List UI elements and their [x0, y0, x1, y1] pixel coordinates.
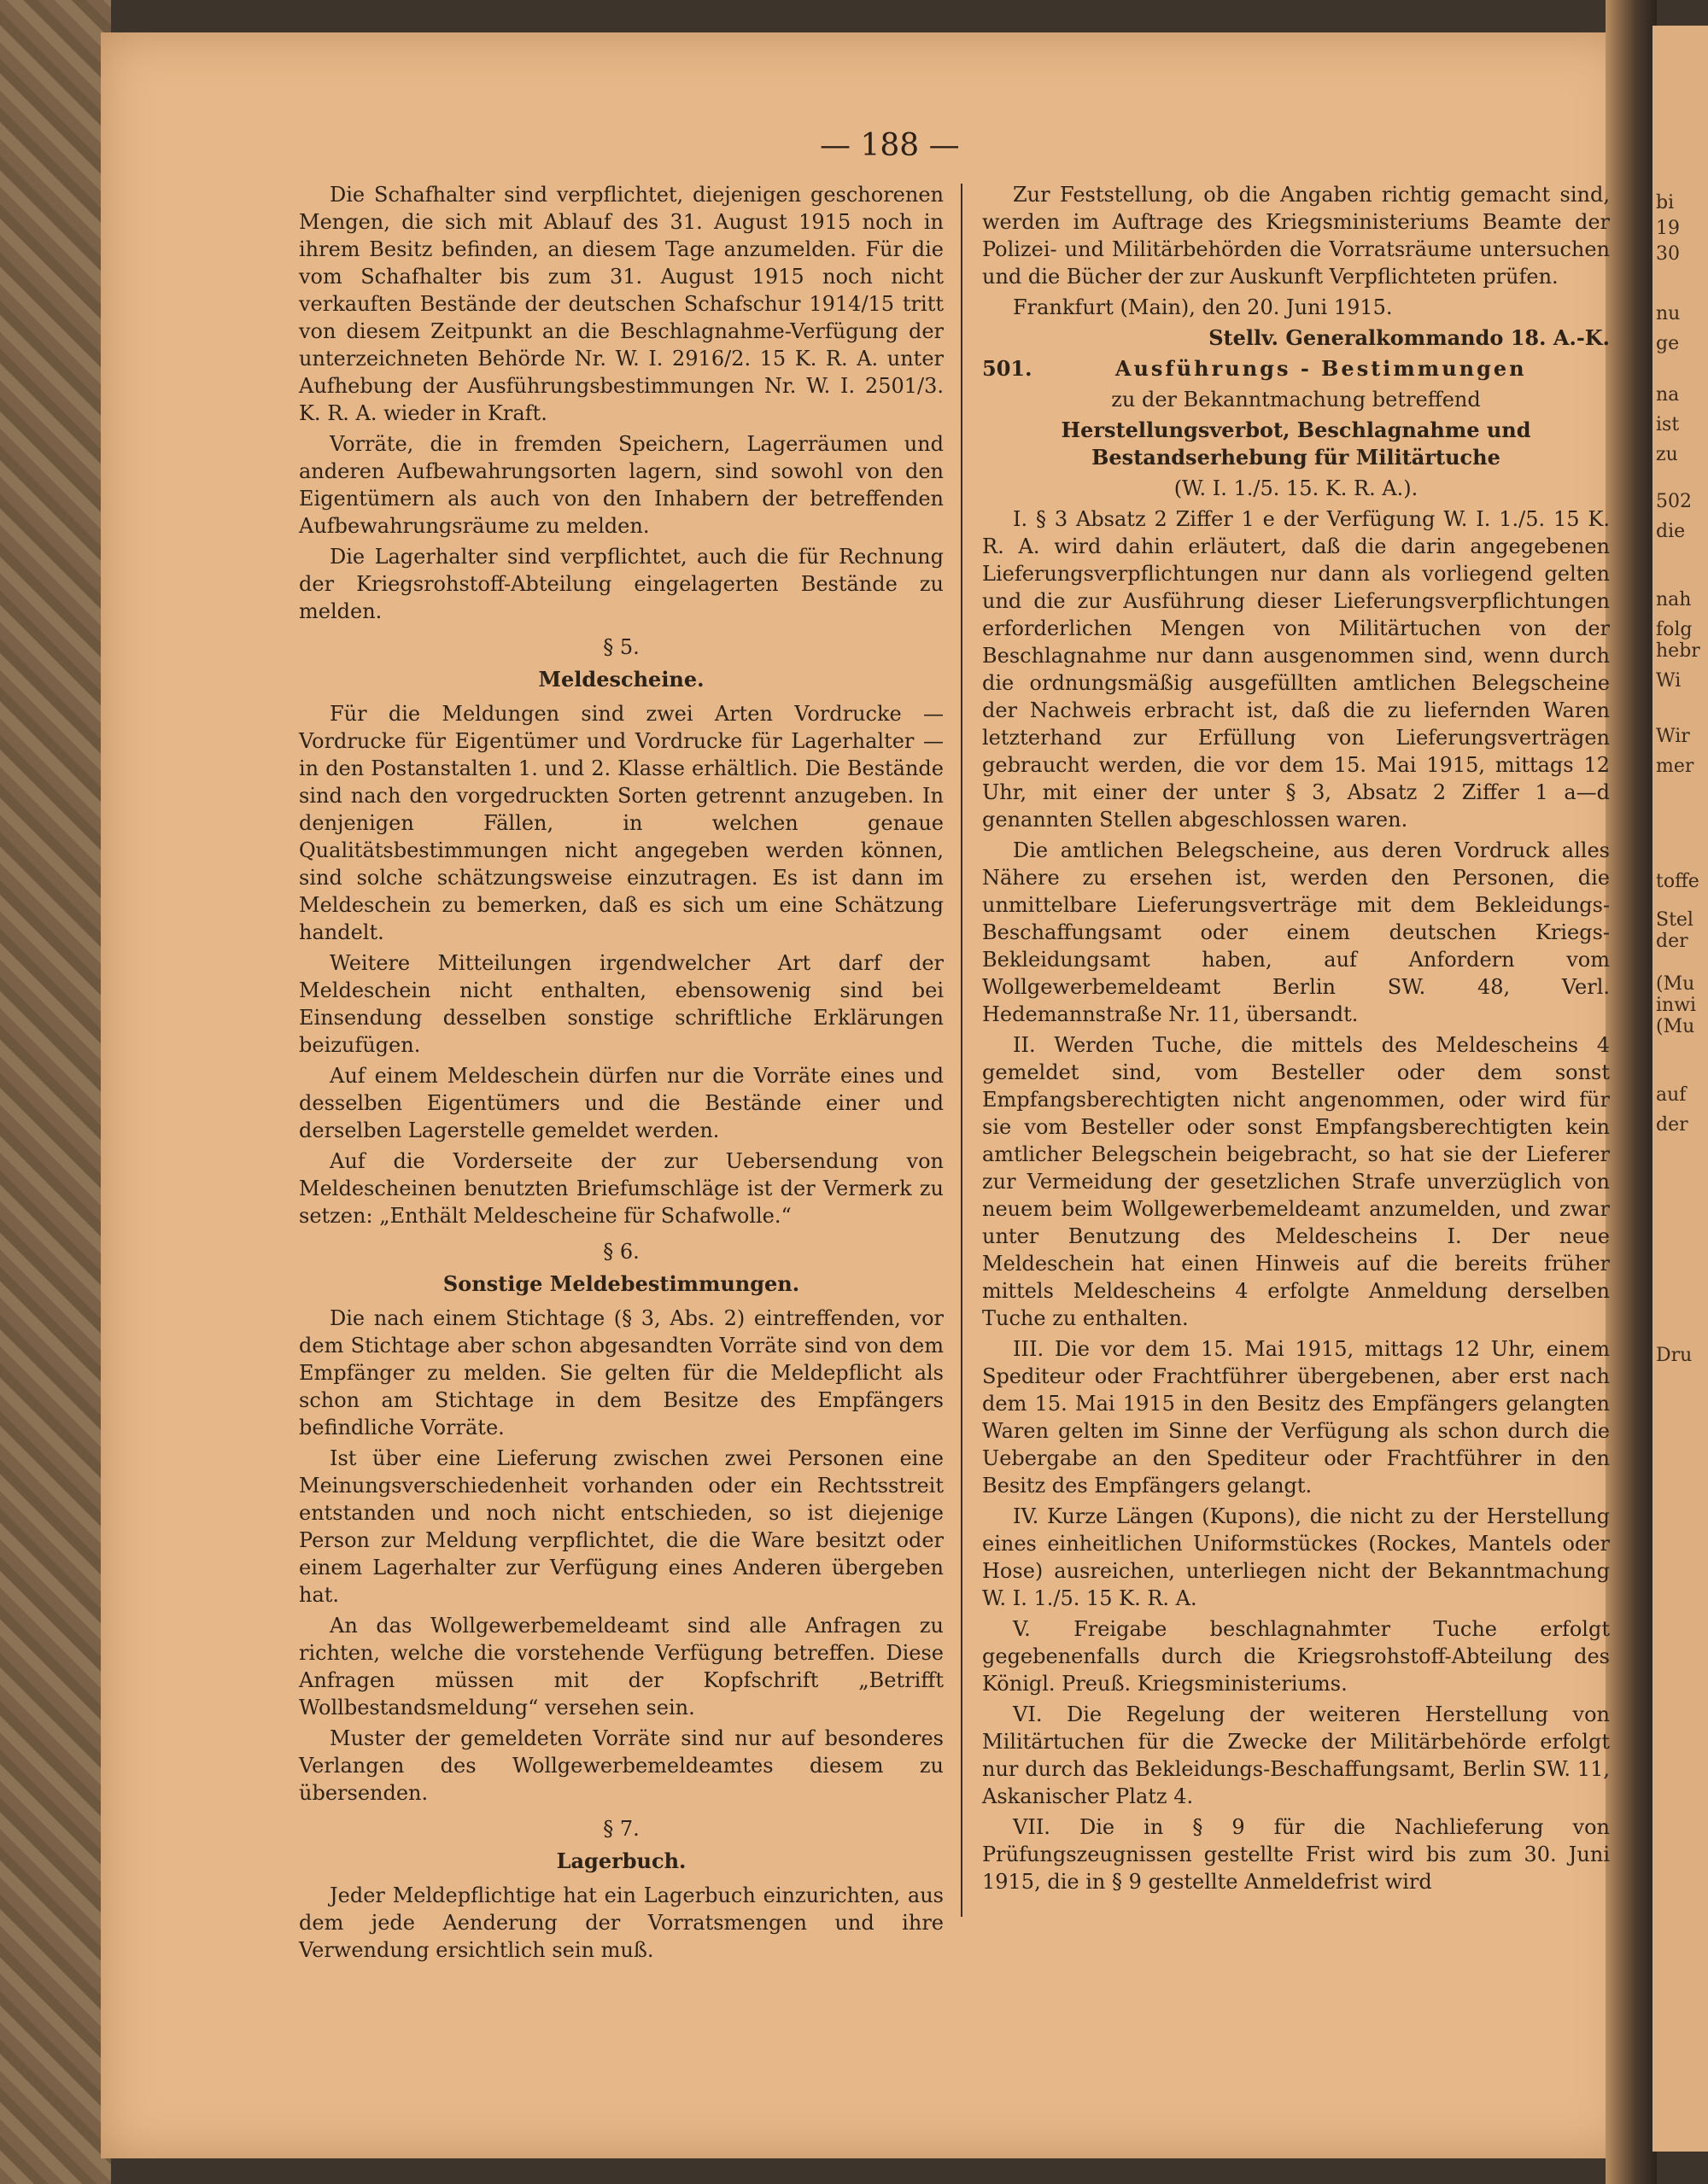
section-6-title: Sonstige Meldebestimmungen. — [442, 1271, 800, 1296]
paragraph: Zur Feststellung, ob die Angaben richtig gemacht sind, werden im Auftrage des Kriegsministeriums Beamte der Polizei- und Militärbehörden die Vorratsräume untersuchen und die Bücher der zur Auskunft Verpflichteten prüfen. — [982, 183, 1610, 289]
next-page-fragment: nu — [1656, 303, 1681, 324]
book-cover-edge — [0, 0, 111, 2184]
paragraph: Vorräte, die in fremden Speichern, Lagerräumen und anderen Aufbewahrungsorten lagern, sind sowohl von den Eigentümern als auch von den Inhabern der betreffenden Aufbewahrungsräume zu melden. — [299, 432, 944, 538]
next-page-fragment: Stel — [1656, 909, 1693, 931]
section-7-paragraphs — [299, 1882, 944, 1964]
next-page-fragment: 19 — [1656, 218, 1680, 239]
next-page-fragment: (Mu — [1656, 1016, 1695, 1037]
paragraph: An das Wollgewerbemeldeamt sind alle Anfragen zu richten, welche die vorstehende Verfügung betreffen. Diese Anfragen müssen mit der Kopfschrift „Betrifft Wollbestandsmeldung“ versehen sein. — [299, 1614, 944, 1720]
notice-heading-line — [982, 355, 1610, 382]
right-intro-paragraphs — [982, 181, 1610, 290]
paragraph: VII. Die in § 9 für die Nachlieferung von Prüfungszeugnissen gestellte Frist wird bis zum 30. Juni 1915, die in § 9 gestellte Anmeldefrist wird — [982, 1815, 1610, 1894]
paragraph: IV. Kurze Längen (Kupons), die nicht zu der Herstellung eines einheitlichen Uniformstückes (Rockes, Mantels oder Hose) ausreichen, unterliegen nicht der Bekanntmachung W. I. 1./5. 15 K. R. A. — [982, 1504, 1610, 1610]
next-page-fragment: der — [1656, 931, 1688, 952]
paragraph: II. Werden Tuche, die mittels des Meldescheins 4 gemeldet sind, vom Besteller oder dem sonst Empfangsberechtigten nicht angenommen, oder wird für sie vom Besteller oder sonst Empfangsberechtigten kein amtlicher Belegschein beigebracht, so hat sie der Lieferer zur Vermeidung der gesetzlichen Strafe unverzüglich von neuem beim Wollgewerbemeldeamt anzumelden, und zwar unter Benutzung des Meldescheins I. Der neue Meldeschein hat einen Hinweis auf die bereits früher mittels Meldescheins 4 erfolgte Anmeldung derselben Tuche zu enthalten. — [982, 1033, 1610, 1330]
paragraph: Muster der gemeldeten Vorräte sind nur auf besonderes Verlangen des Wollgewerbemeldeamtes diesem zu übersenden. — [299, 1726, 944, 1805]
next-page-fragment: auf — [1656, 1084, 1687, 1106]
next-page-fragment: inwi — [1656, 995, 1697, 1016]
dateline: Frankfurt (Main), den 20. Juni 1915. — [1013, 295, 1393, 319]
next-page-fragment: na — [1656, 384, 1680, 406]
next-page-fragment: 30 — [1656, 243, 1680, 265]
next-page-fragment: (Mu — [1656, 973, 1695, 995]
next-page-fragment: ist — [1656, 414, 1680, 435]
section-6-paragraphs — [299, 1305, 944, 1807]
section-7-number: § 7. — [603, 1817, 640, 1841]
next-page-fragment: folg — [1656, 619, 1693, 640]
paragraph: I. § 3 Absatz 2 Ziffer 1 e der Verfügung W. I. 1./5. 15 K. R. A. wird dahin erläutert, daß die darin angegebenen Lieferungsverpflichtungen nur dann als vorliegend gelten und die zur Ausführung dieser Lieferungsverpflichtungen erforderlichen Mengen von Militärtuchen von der Beschlagnahme nur dann ausgenommen sind, wenn durch die ordnungsmäßig ausgefüllten amtlichen Belegscheine der Nachweis erbracht ist, daß die zu liefernden Waren letzterhand zur Erfüllung von Lieferungsverträgen gebraucht werden, die vor dem 15. Mai 1915, mittags 12 Uhr, mit einer der unter § 3, Absatz 2 Ziffer 1 a—d genannten Stellen abgeschlossen waren. — [982, 507, 1610, 832]
next-page-fragment: toffe — [1656, 871, 1699, 892]
notice-reference: (W. I. 1./5. 15. K. R. A.). — [1173, 476, 1418, 500]
paragraph: Weitere Mitteilungen irgendwelcher Art darf der Meldeschein nicht enthalten, ebensowenig sind bei Einsendung desselben sonstige schriftliche Erklärungen beizufügen. — [299, 951, 944, 1057]
next-page-fragment: bi — [1656, 192, 1675, 213]
paragraph: Auf einem Meldeschein dürfen nur die Vorräte eines und desselben Eigentümers und die Bestände einer und derselben Lagerstelle gemeldet werden. — [299, 1064, 944, 1142]
paragraph: V. Freigabe beschlagnahmter Tuche erfolgt gegebenenfalls durch die Kriegsrohstoff-Abteilung des Königl. Preuß. Kriegsministeriums. — [982, 1617, 1610, 1696]
paragraph: Die nach einem Stichtage (§ 3, Abs. 2) eintreffenden, vor dem Stichtage aber schon abgesandten Vorräte sind von dem Empfänger zu melden. Sie gelten für die Meldepflicht als schon am Stichtage in dem Besitze des Empfängers befindliche Vorräte. — [299, 1306, 944, 1439]
next-page-fragment: die — [1656, 521, 1686, 542]
next-page-fragment: ge — [1656, 333, 1680, 354]
paragraph: III. Die vor dem 15. Mai 1915, mittags 12 Uhr, einem Spediteur oder Frachtführer übergebenen, aber erst nach dem 15. Mai 1915 in den Besitz des Empfängers gelangten Waren gelten im Sinne der Verfügung als schon durch die Uebergabe an den Spediteur oder Frachtführer in den Besitz des Empfängers gelangt. — [982, 1337, 1610, 1498]
section-5-paragraphs — [299, 700, 944, 1229]
next-page-fragment: Wir — [1656, 726, 1690, 747]
section-5-number: § 5. — [603, 635, 640, 659]
section-6-number: § 6. — [603, 1240, 640, 1264]
paragraph: Jeder Meldepflichtige hat ein Lagerbuch einzurichten, aus dem jede Aenderung der Vorratsmengen und ihre Verwendung ersichtlich sein muß. — [299, 1883, 944, 1962]
next-page-fragment: hebr — [1656, 640, 1700, 662]
paragraph: Auf die Vorderseite der zur Uebersendung von Meldescheinen benutzten Briefumschläge ist der Vermerk zu setzen: „Enthält Meldescheine für Schafwolle.“ — [299, 1149, 944, 1228]
left-column — [299, 181, 944, 1967]
paragraph: Die Schafhalter sind verpflichtet, diejenigen geschorenen Mengen, die sich mit Ablauf des 31. August 1915 noch in ihrem Besitz befinden, an diesem Tage anzumelden. Für die vom Schafhalter bis zum 31. August 1915 noch nicht verkauften Bestände der deutschen Schafschur 1914/15 tritt von diesem Zeitpunkt an die Beschlagnahme-Verfügung der unterzeichneten Behörde Nr. W. I. 2916/2. 15 K. R. A. unter Aufhebung der Ausführungsbestimmungen Nr. W. I. 2501/3. K. R. A. wieder in Kraft. — [299, 183, 944, 425]
signature: Stellv. Generalkommando 18. A.-K. — [1208, 325, 1610, 350]
next-page-fragment: Dru — [1656, 1345, 1693, 1366]
notice-subheading: zu der Bekanntmachung betreffend — [1111, 388, 1481, 412]
next-page-fragment: nah — [1656, 589, 1692, 610]
page-number: — 188 — — [820, 128, 960, 163]
book-gutter — [1606, 0, 1657, 2184]
notice-subject: Herstellungsverbot, Beschlagnahme und Bestandserhebung für Militärtuche — [1061, 418, 1531, 470]
paragraph: Für die Meldungen sind zwei Arten Vordrucke — Vordrucke für Eigentümer und Vordrucke für Lagerhalter — in den Postanstalten 1. und 2. Klasse erhältlich. Die Bestände sind nach den vorgedruckten Sorten getrennt anzugeben. In denjenigen Fällen, in welchen genaue Qualitätsbestimmungen nicht angegeben werden können, sind solche schätzungsweise einzutragen. Es ist dann im Meldeschein zu bemerken, daß es sich um eine Schätzung handelt. — [299, 702, 944, 944]
paragraph: Die amtlichen Belegscheine, aus deren Vordruck alles Nähere zu ersehen ist, werden den Personen, die unmittelbare Lieferungsverträge mit dem Bekleidungs-Beschaffungsamt oder einem deutschen Kriegs-Bekleidungsamt haben, auf Anfordern vom Wollgewerbemeldeamt Berlin SW. 48, Verl. Hedemannstraße Nr. 11, übersandt. — [982, 838, 1610, 1026]
next-page-edge — [1652, 26, 1708, 2152]
left-intro-paragraphs — [299, 181, 944, 625]
column-divider — [961, 184, 962, 1917]
section-5-title: Meldescheine. — [538, 667, 705, 692]
notice-heading: Ausführungs - Bestimmungen — [1114, 356, 1527, 381]
notice-paragraphs — [982, 505, 1610, 1895]
paragraph: Die Lagerhalter sind verpflichtet, auch die für Rechnung der Kriegsrohstoff-Abteilung eingelagerten Bestände zu melden. — [299, 545, 944, 623]
notice-number: 501. — [982, 356, 1032, 381]
paragraph: VI. Die Regelung der weiteren Herstellung von Militärtuchen für die Zwecke der Militärbehörde erfolgt nur durch das Bekleidungs-Beschaffungsamt, Berlin SW. 11, Askanischer Platz 4. — [982, 1702, 1610, 1808]
right-column — [982, 181, 1610, 1899]
section-7-title: Lagerbuch. — [556, 1848, 687, 1873]
paragraph: Ist über eine Lieferung zwischen zwei Personen eine Meinungsverschiedenheit vorhanden oder ein Rechtsstreit entstanden und noch nicht entschieden, so ist diejenige Person zur Meldung verpflichtet, die die Ware besitzt oder einem Lagerhalter zur Verfügung eines Anderen übergeben hat. — [299, 1446, 944, 1607]
next-page-fragment: Wi — [1656, 670, 1682, 692]
next-page-fragment: mer — [1656, 756, 1694, 777]
next-page-fragment: der — [1656, 1114, 1688, 1136]
next-page-fragment: zu — [1656, 444, 1678, 465]
next-page-fragment: 502 — [1656, 491, 1692, 512]
